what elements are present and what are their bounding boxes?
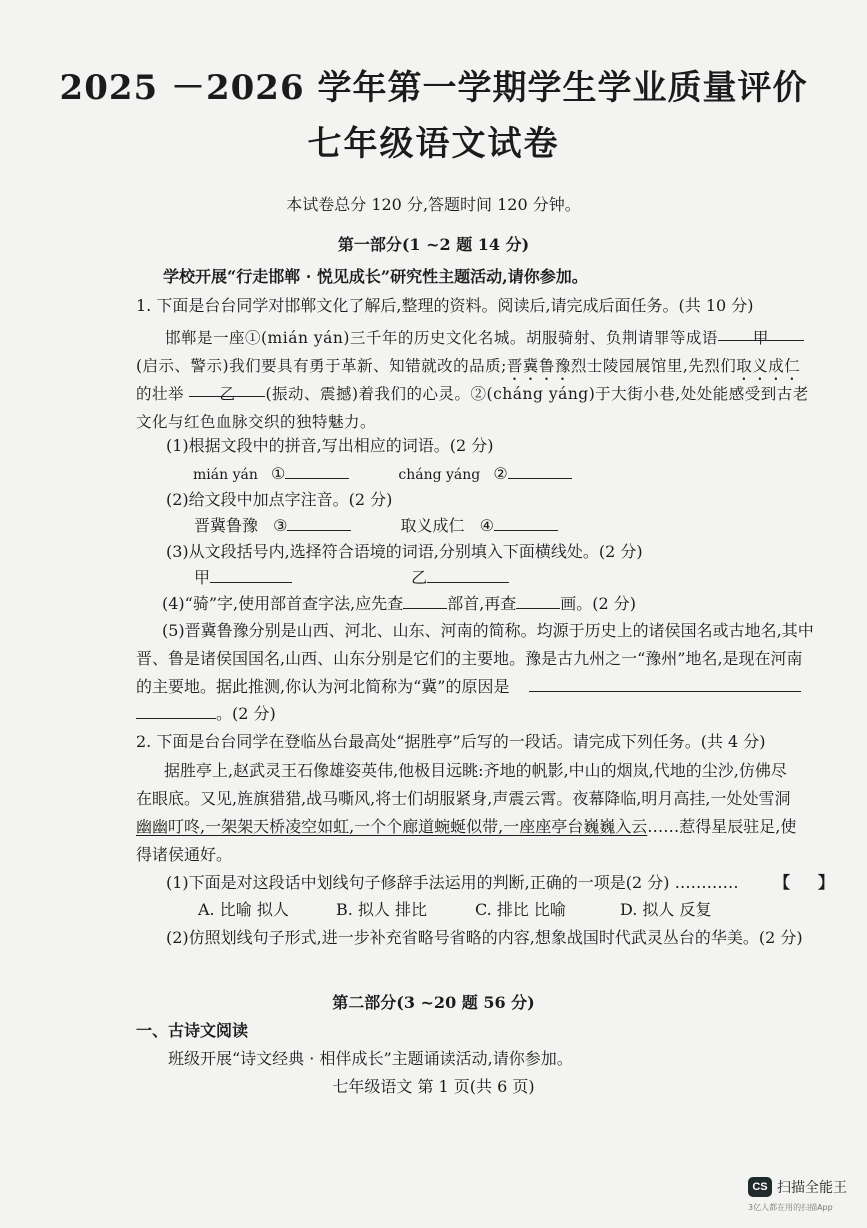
pinyin-1: mián yán xyxy=(193,467,258,483)
q1-sub3: (3)从文段括号内,选择符合语境的词语,分别填入下面横线处。(2 分) xyxy=(166,542,643,561)
q1-sub4-text: (4)“骑”字,使用部首查字法,应先查 xyxy=(162,594,404,613)
answer-bracket-close: 】 xyxy=(818,873,835,892)
answer-blank-yi[interactable] xyxy=(427,568,509,583)
q1-sub2: (2)给文段中加点字注音。(2 分) xyxy=(166,490,393,509)
dotted-word-2: 取义成仁 xyxy=(736,357,801,375)
q1-passage-line4: 文化与红色血脉交织的独特魅力。 xyxy=(136,413,377,431)
choice-b[interactable]: B. 拟人 排比 xyxy=(336,900,428,919)
q2-passage-line2: 在眼底。又见,旌旗猎猎,战马嘶风,将士们胡服紧身,声震云霄。夜幕降临,明月高挂,一处处雪洞 xyxy=(136,789,791,808)
q2-passage-line1: 据胜亭上,赵武灵王石像雄姿英伟,他极目远眺:齐地的帆影,中山的烟岚,代地的尘沙,仿佛尽 xyxy=(164,761,787,780)
q1-sub2-answers xyxy=(194,516,558,536)
answer-blank-3[interactable] xyxy=(287,516,351,531)
exam-title: 2025 －2026 学年第一学期学生学业质量评价 xyxy=(59,68,808,108)
q2-sub2: (2)仿照划线句子形式,进一步补充省略号省略的内容,想象战国时代武灵丛台的华美。(2 分) xyxy=(166,928,803,947)
q1-sub4 xyxy=(162,594,636,614)
q1-passage-text: 烈士陵园展馆里,先烈们 xyxy=(570,357,737,375)
q1-sub5-line3 xyxy=(136,677,801,697)
q1-passage-line3 xyxy=(136,382,809,404)
answer-num-3: ③ xyxy=(273,516,288,535)
q2-stem: 2. 下面是台台同学在登临丛台最高处“据胜亭”后写的一段话。请完成下列任务。(共 4 分) xyxy=(136,732,766,751)
answer-blank-strokes[interactable] xyxy=(516,594,560,609)
answer-num-1: ① xyxy=(270,464,286,483)
answer-blank-ji-cont[interactable] xyxy=(136,704,216,719)
q1-sub5-line1: (5)晋冀鲁豫分别是山西、河北、山东、河南的简称。均源于历史上的诸侯国名或古地名,其中 xyxy=(162,621,814,640)
part1-intro: 学校开展“行走邯郸 · 悦见成长”研究性主题活动,请你参加。 xyxy=(163,267,588,286)
answer-bracket-open: 【 xyxy=(774,873,791,892)
q1-sub1-answers xyxy=(193,464,572,485)
q1-stem: 1. 下面是台台同学对邯郸文化了解后,整理的资料。阅读后,请完成后面任务。(共 10 分) xyxy=(136,296,754,315)
q1-passage-text: 的壮举 xyxy=(136,385,185,403)
watermark-tagline: 3亿人都在用的扫描App xyxy=(748,1203,833,1212)
answer-blank-radical[interactable] xyxy=(403,594,447,609)
exam-info: 本试卷总分 120 分,答题时间 120 分钟。 xyxy=(286,195,581,214)
q1-sub5-text: 。(2 分) xyxy=(216,704,276,723)
q2-passage-line4: 得诸侯通好。 xyxy=(136,845,233,864)
q1-sub4-text: 部首,再查 xyxy=(447,594,517,613)
q1-sub3-answers xyxy=(194,568,509,588)
q1-passage-line2 xyxy=(136,354,800,384)
part2-intro: 班级开展“诗文经典 · 相伴成长”主题诵读活动,请你参加。 xyxy=(168,1049,573,1068)
watermark-name: 扫描全能王 xyxy=(777,1180,847,1196)
q1-passage-text: (启示、警示)我们要具有勇于革新、知错就改的品质; xyxy=(136,357,507,375)
q1-sub1: (1)根据文段中的拼音,写出相应的词语。(2 分) xyxy=(166,436,494,455)
answer-blank-1[interactable] xyxy=(285,464,349,479)
blank-yi: 乙 xyxy=(189,382,265,397)
label-yi: 乙 xyxy=(411,568,428,587)
answer-num-4: ④ xyxy=(479,516,494,535)
q1-passage-line1 xyxy=(165,326,804,348)
q1-sub5-line2: 晋、鲁是诸侯国国名,山西、山东分别是它们的主要地。豫是古九州之一“豫州”地名,是现在河南 xyxy=(136,649,803,668)
word-2: 取义成仁 xyxy=(400,516,465,535)
answer-blank-2[interactable] xyxy=(508,464,572,479)
choice-c[interactable]: C. 排比 比喻 xyxy=(475,900,566,919)
q2-passage-line3 xyxy=(136,817,796,837)
choice-a[interactable]: A. 比喻 拟人 xyxy=(198,900,289,919)
camscanner-logo-icon: CS xyxy=(748,1177,772,1197)
answer-blank-jia[interactable] xyxy=(210,568,292,583)
dotted-word-1: 晋冀鲁豫 xyxy=(506,357,571,375)
q2-passage-text: ……惹得星辰驻足,使 xyxy=(647,817,797,836)
page-footer: 七年级语文 第 1 页(共 6 页) xyxy=(332,1077,535,1096)
q2-sub1: (1)下面是对这段话中划线句子修辞手法运用的判断,正确的一项是(2 分) ………… xyxy=(166,873,739,892)
part1-heading: 第一部分(1 ~2 题 14 分) xyxy=(337,235,530,254)
q1-passage-text: (振动、震撼)着我们的心灵。②(cháng yáng)于大街小巷,处处能感受到古老 xyxy=(265,385,809,403)
part2-heading: 第二部分(3 ~20 题 56 分) xyxy=(332,993,535,1012)
answer-blank-ji[interactable] xyxy=(529,677,801,692)
q1-sub5-text: 的主要地。据此推测,你认为河北简称为“冀”的原因是 xyxy=(136,677,510,696)
answer-num-2: ② xyxy=(493,464,508,483)
word-1: 晋冀鲁豫 xyxy=(194,516,259,535)
blank-jia: 甲 xyxy=(718,326,804,341)
q1-sub5-line4 xyxy=(136,704,276,724)
q1-passage-text: 邯郸是一座①(mián yán)三千年的历史文化名城。胡服骑射、负荆请罪等成语 xyxy=(165,329,718,347)
scanner-watermark xyxy=(748,1175,858,1215)
q1-sub4-text: 画。(2 分) xyxy=(560,594,637,613)
underlined-sentence: 幽幽叮咚,一架架天桥凌空如虹,一个个廊道蜿蜒似带,一座座亭台巍巍入云 xyxy=(136,817,648,836)
label-jia: 甲 xyxy=(194,568,211,587)
choice-d[interactable]: D. 拟人 反复 xyxy=(620,900,712,919)
exam-subtitle: 七年级语文试卷 xyxy=(307,124,560,164)
section-heading: 一、古诗文阅读 xyxy=(136,1021,249,1040)
answer-blank-4[interactable] xyxy=(494,516,558,531)
pinyin-2: cháng yáng xyxy=(398,467,481,483)
